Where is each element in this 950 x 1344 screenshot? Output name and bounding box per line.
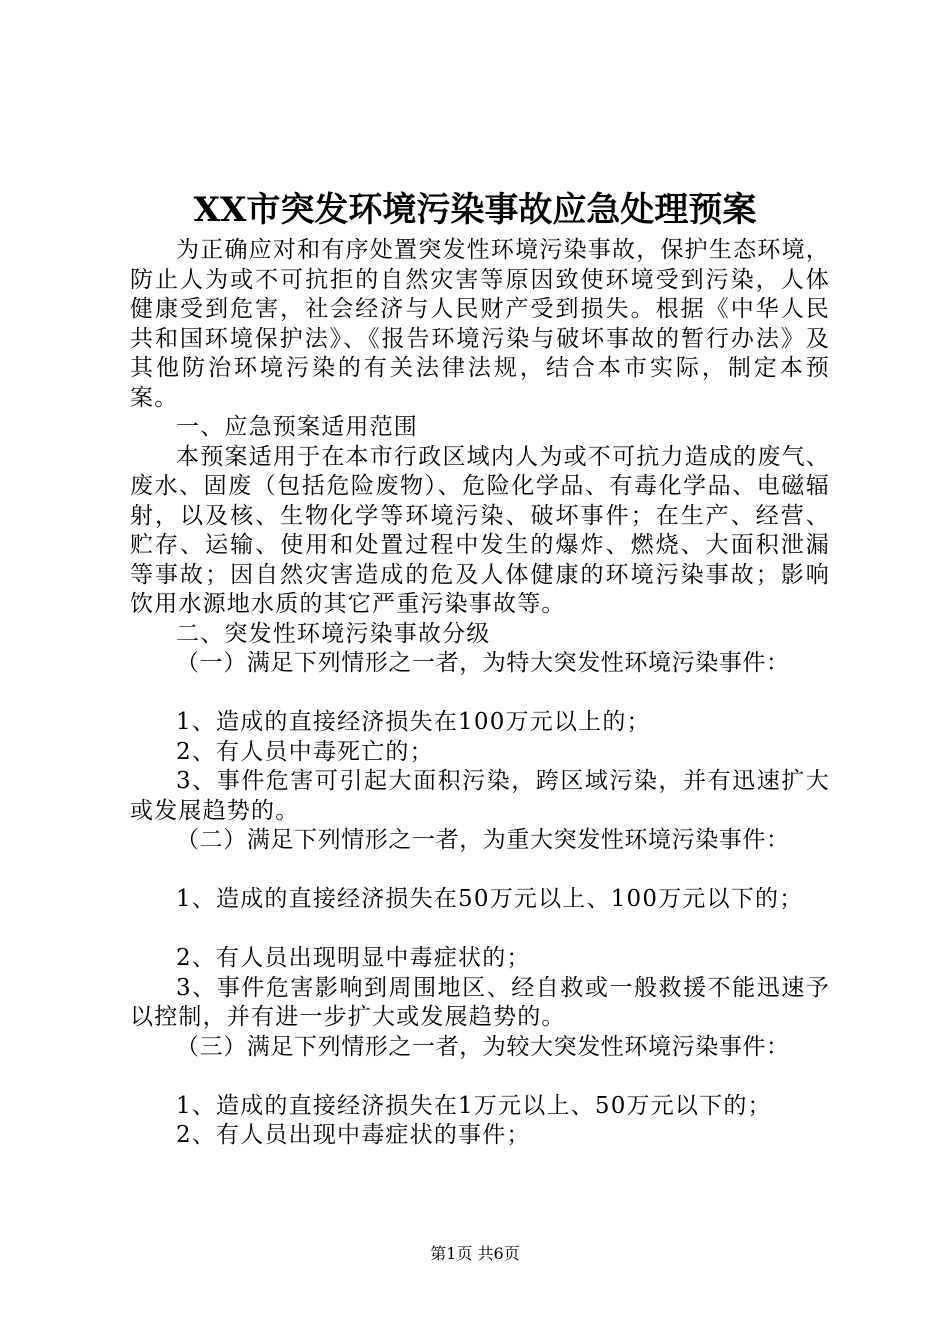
subheading-level-3: （三）满足下列情形之一者，为较大突发性环境污染事件： [176,1033,790,1060]
section-heading-classification: 二、突发性环境污染事故分级 [176,620,491,647]
subheading-level-1: （一）满足下列情形之一者，为特大突发性环境污染事件： [176,650,790,676]
page-footer: 第1页 共6页 [430,1244,520,1263]
list-item: 2、有人员出现明显中毒症状的； [176,945,531,971]
section-heading-scope: 一、应急预案适用范围 [176,414,418,440]
list-item: 1、造成的直接经济损失在1万元以上、50万元以下的； [176,1092,772,1119]
paragraph-scope: 本预案适用于在本市行政区域内人为或不可抗力造成的废气、废水、固废（包括危险废物）、危险化学品、有毒化学品、电磁辐射，以及核、生物化学等环境污染、破坏事件；在生产、经营、贮存、运输、使用和处置过程中发生的爆炸、燃烧、大面积泄漏等事故；因自然灾害造成的危及人体健康的环境污染事故；影响饮用水源地水质的其它严重污染事故等。 [130,443,830,617]
subheading-level-2: （二）满足下列情形之一者，为重大突发性环境污染事件： [176,827,790,853]
list-item: 2、有人员出现中毒症状的事件； [176,1122,531,1148]
list-item: 2、有人员中毒死亡的； [176,738,434,765]
paragraph-intro: 为正确应对和有序处置突发性环境污染事故，保护生态环境，防止人为或不可抗拒的自然灾害等原因致使环境受到污染，人体健康受到危害，社会经济与人民财产受到损失。根据《中华人民共和国环境保护法》、《报告环境污染与破坏事故的暂行办法》及其他防治环境污染的有关法律法规，结合本市实际，制定本预案。 [130,237,830,411]
document-body [130,236,830,1151]
document-title: XX市突发环境污染事故应急处理预案 [193,190,757,230]
list-item: 3、事件危害可引起大面积污染，跨区域污染，并有迅速扩大或发展趋势的。 [130,768,830,824]
list-item: 3、事件危害影响到周围地区、经自救或一般救援不能迅速予以控制，并有进一步扩大或发展趋势的。 [130,974,830,1030]
list-item: 1、造成的直接经济损失在100万元以上的； [176,709,651,735]
list-item: 1、造成的直接经济损失在50万元以上、100万元以下的； [176,886,804,912]
